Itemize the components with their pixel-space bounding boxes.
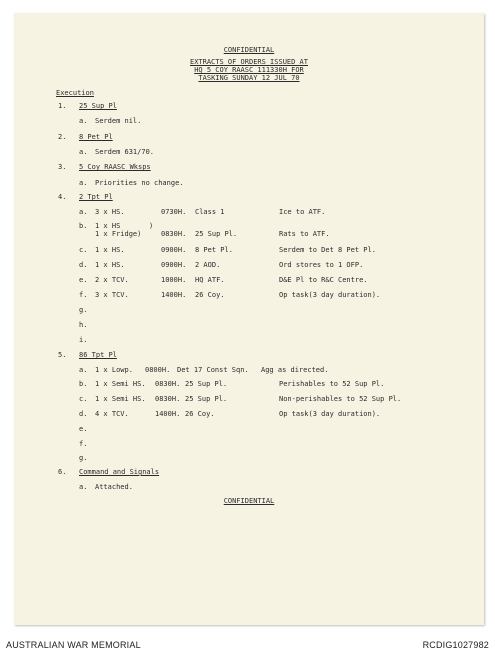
bracket-mark: ) — [149, 222, 154, 230]
item-time: 1400H. — [161, 291, 187, 299]
item-letter: f. — [79, 291, 88, 299]
item-letter: g. — [79, 306, 88, 314]
item-vehicle: 1 x Lowp. — [95, 366, 133, 374]
item-time: 1400H. — [155, 410, 181, 418]
item-vehicle: 4 x TCV. — [95, 410, 129, 418]
item-task: Ord stores to 1 OFP. — [279, 261, 364, 269]
execution-label: Execution — [56, 89, 94, 97]
title-line-3: TASKING SUNDAY 12 JUL 70 — [198, 74, 300, 82]
archive-id: RCDIG1027982 — [422, 640, 489, 650]
item-letter: a. — [79, 208, 88, 216]
section-number: 2. — [58, 133, 67, 141]
item-text: Serdem 631/70. — [95, 148, 155, 156]
item-unit: 25 Sup Pl. — [185, 380, 228, 388]
item-time: 0830H. — [161, 230, 187, 238]
item-unit: 25 Sup Pl. — [195, 230, 238, 238]
item-unit: 26 Coy. — [195, 291, 225, 299]
item-task: Rats to ATF. — [279, 230, 330, 238]
item-time: 0800H. — [145, 366, 171, 374]
item-vehicle: 1 x HS. — [95, 246, 125, 254]
item-letter: c. — [79, 395, 88, 403]
item-letter: a. — [79, 117, 88, 125]
item-letter: f. — [79, 440, 88, 448]
item-letter: a. — [79, 179, 88, 187]
section-title: 86 Tpt Pl — [79, 351, 117, 359]
item-time: 0900H. — [161, 246, 187, 254]
item-time: 0830H. — [155, 380, 181, 388]
classification-footer: CONFIDENTIAL — [223, 497, 275, 505]
item-vehicle: 1 x Semi HS. — [95, 380, 146, 388]
section-number: 1. — [58, 102, 67, 110]
item-text: Attached. — [95, 483, 133, 491]
section-number: 3. — [58, 163, 67, 171]
item-task: Non-perishables to 52 Sup Pl. — [279, 395, 402, 403]
archive-credit: AUSTRALIAN WAR MEMORIAL — [6, 640, 141, 650]
item-letter: a. — [79, 483, 88, 491]
section-number: 4. — [58, 193, 67, 201]
item-time: 0900H. — [161, 261, 187, 269]
item-unit: Det 17 Const Sqn. — [177, 366, 249, 374]
item-vehicle: 1 x HS — [95, 222, 121, 230]
item-unit: 2 AOD. — [195, 261, 221, 269]
item-task: Ice to ATF. — [279, 208, 326, 216]
item-letter: d. — [79, 261, 88, 269]
item-task: Perishables to 52 Sup Pl. — [279, 380, 385, 388]
item-text: Priorities no change. — [95, 179, 184, 187]
item-unit: 8 Pet Pl. — [195, 246, 233, 254]
item-letter: i. — [79, 336, 88, 344]
item-time: 1000H. — [161, 276, 187, 284]
item-letter: e. — [79, 425, 88, 433]
section-title: 5 Coy RAASC Wksps — [79, 163, 151, 171]
item-vehicle: 1 x HS. — [95, 261, 125, 269]
document-page — [14, 13, 484, 625]
item-vehicle: 3 x HS. — [95, 208, 125, 216]
item-time: 0730H. — [161, 208, 187, 216]
item-unit: HQ ATF. — [195, 276, 225, 284]
item-task: Op task(3 day duration). — [279, 410, 381, 418]
title-line-1: EXTRACTS OF ORDERS ISSUED AT — [189, 58, 308, 66]
item-task: Agg as directed. — [261, 366, 329, 374]
item-letter: e. — [79, 276, 88, 284]
item-vehicle: 2 x TCV. — [95, 276, 129, 284]
item-unit: 25 Sup Pl. — [185, 395, 228, 403]
item-letter: a. — [79, 366, 88, 374]
section-title: 25 Sup Pl — [79, 102, 117, 110]
item-text: Serdem nil. — [95, 117, 142, 125]
section-title: Command and Signals — [79, 468, 160, 476]
item-task: Op task(3 day duration). — [279, 291, 381, 299]
item-letter: h. — [79, 321, 88, 329]
item-task: Serdem to Det 8 Pet Pl. — [279, 246, 376, 254]
item-letter: g. — [79, 454, 88, 462]
item-letter: d. — [79, 410, 88, 418]
item-unit: Class 1 — [195, 208, 225, 216]
classification-header: CONFIDENTIAL — [223, 46, 275, 54]
section-title: 8 Pet Pl — [79, 133, 113, 141]
item-letter: c. — [79, 246, 88, 254]
item-letter: b. — [79, 222, 88, 230]
item-time: 0830H. — [155, 395, 181, 403]
section-title: 2 Tpt Pl — [79, 193, 113, 201]
section-number: 5. — [58, 351, 67, 359]
section-number: 6. — [58, 468, 67, 476]
item-unit: 26 Coy. — [185, 410, 215, 418]
item-vehicle: 3 x TCV. — [95, 291, 129, 299]
item-task: D&E Pl to R&C Centre. — [279, 276, 368, 284]
item-letter: a. — [79, 148, 88, 156]
item-vehicle: 1 x Semi HS. — [95, 395, 146, 403]
item-vehicle: 1 x Fridge) — [95, 230, 142, 238]
item-letter: b. — [79, 380, 88, 388]
title-line-2: HQ 5 COY RAASC 111330H FOR — [194, 66, 304, 74]
